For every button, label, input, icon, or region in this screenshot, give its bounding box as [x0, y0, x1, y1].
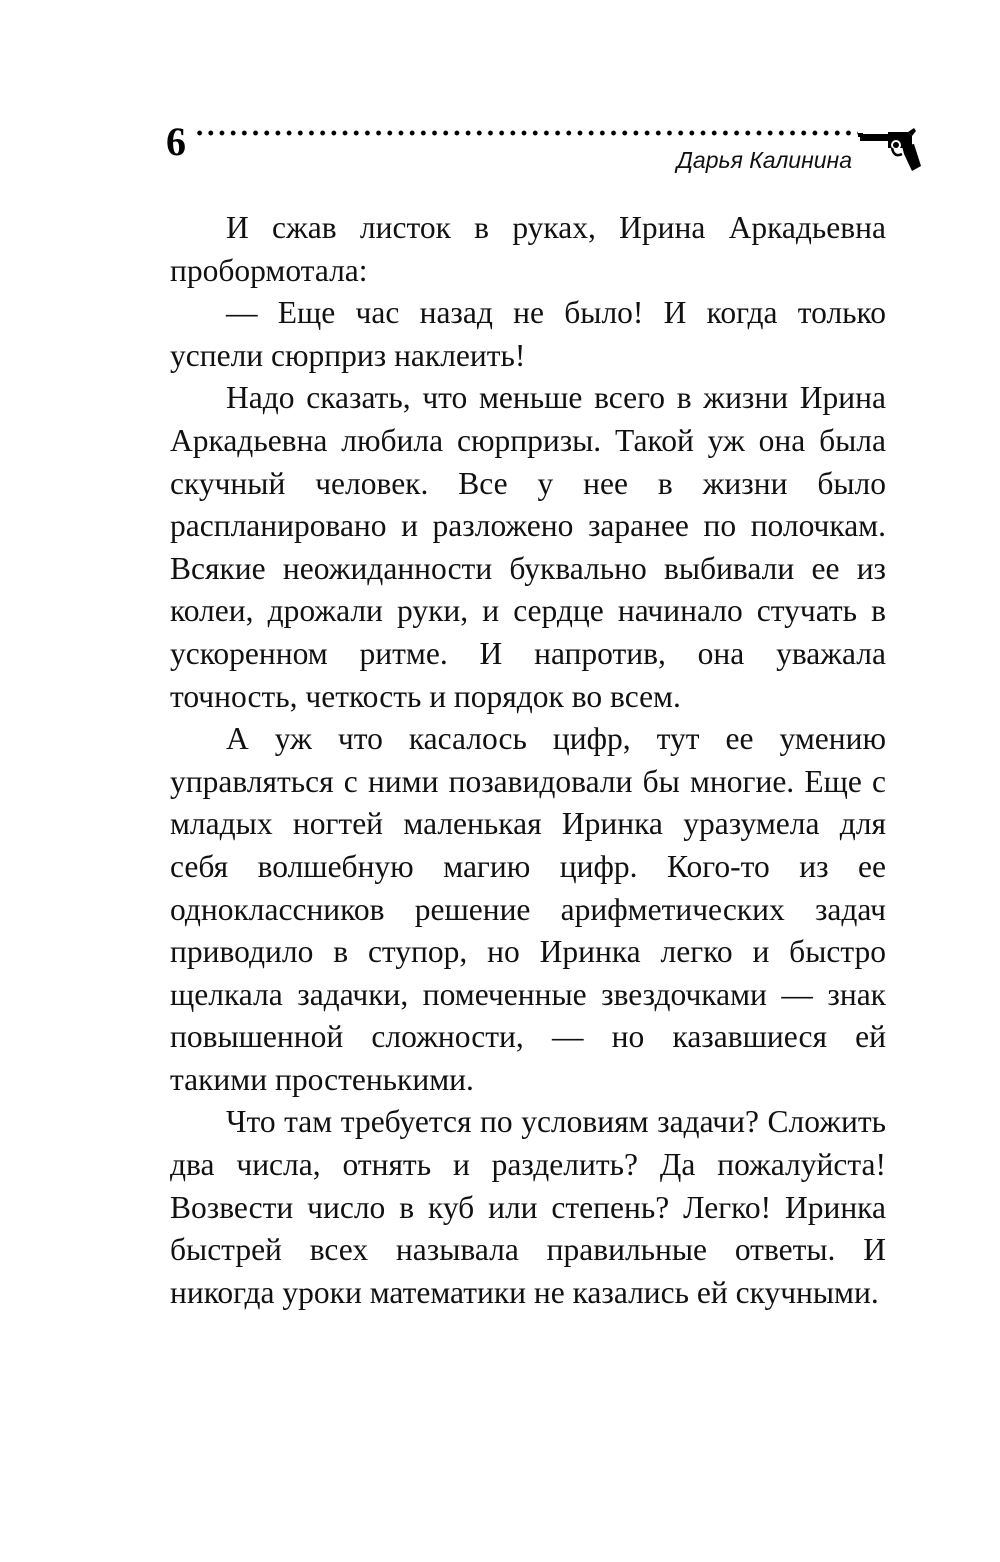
paragraph: Надо сказать, что меньше всего в жизни Ирина Аркадьевна любила сюрпризы. Такой уж она была скучный человек. Все у нее в жизни было распланировано и разложено заранее по полочкам. Всякие неожиданности буквально выбивали ее из колеи, дрожали руки, и сердце начинало стучать в ускоренном ритме. И напротив, она уважала точность, четкость и порядок во всем.	[170, 380, 886, 714]
paragraph: А уж что касалось цифр, тут ее умению управляться с ними позавидовали бы многие. Еще с младых ногтей маленькая Иринка уразумела для себя волшебную магию цифр. Кого-то из ее одноклассников решение арифметических задач приводило в ступор, но Иринка легко и быстро щелкала задачки, помеченные звездочками — знак повышенной сложности, — но казавшиеся ей такими простенькими.	[170, 721, 886, 1097]
running-head-author: Дарья Калинина	[676, 147, 852, 173]
paragraph: — Еще час назад не было! И когда только успели сюрприз наклеить!	[170, 295, 886, 373]
paragraph: И сжав листок в руках, Ирина Аркадьевна пробормотала:	[170, 210, 886, 288]
revolver-icon	[858, 126, 922, 174]
body-text	[170, 207, 886, 1314]
page-number: 6	[166, 119, 186, 164]
paragraph: Что там требуется по условиям задачи? Сложить два числа, отнять и разделить? Да пожалуйста! Возвести число в куб или степень? Легко! Иринка быстрей всех называла правильные ответы. И никогда уроки математики не казались ей скучными.	[170, 1104, 886, 1310]
header-dotted-rule	[194, 126, 858, 140]
